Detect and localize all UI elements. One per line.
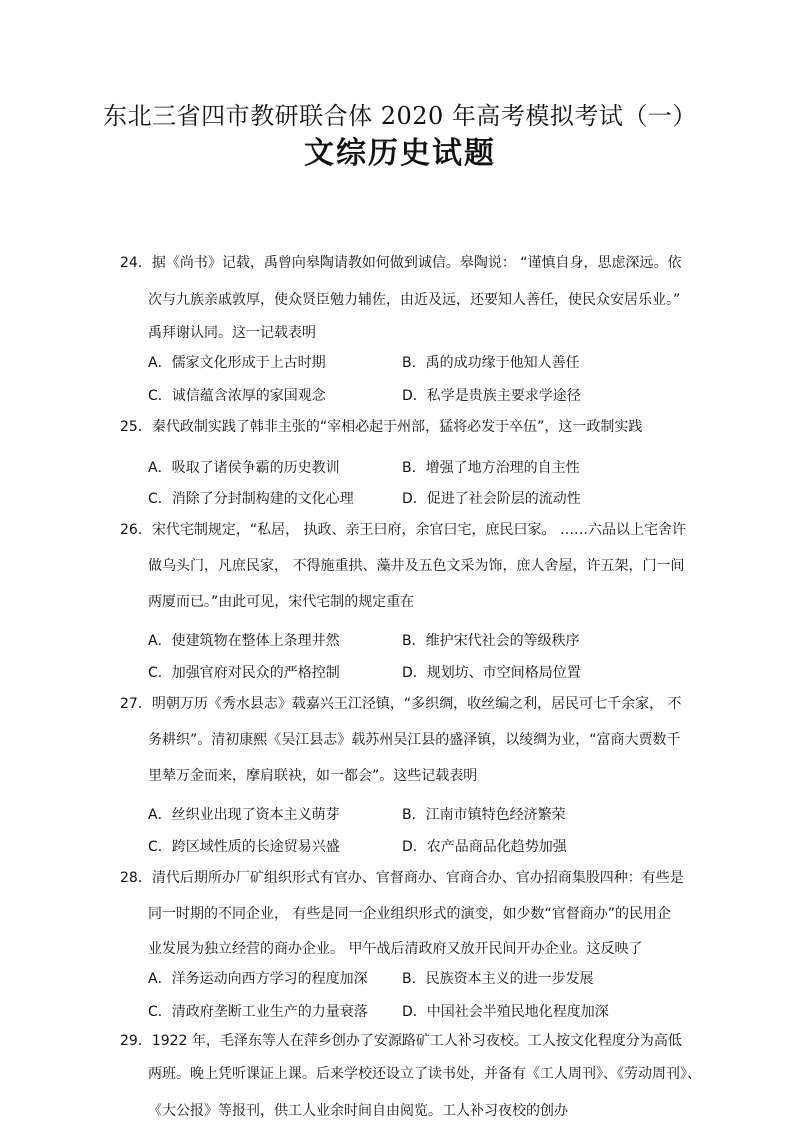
option-a: A．使建筑物在整体上条理井然	[148, 633, 340, 649]
option-c: C．加强官府对民众的严格控制	[148, 665, 340, 681]
question-text-line: 29．1922 年，毛泽东等人在萍乡创办了安源路矿工人补习夜校。工人按文化程度分为高低	[120, 1033, 682, 1049]
option-c: C．消除了分封制构建的文化心理	[148, 491, 354, 507]
option-c: C．诚信蕴含浓厚的家国观念	[148, 388, 326, 404]
question-text-line: 《大公报》等报刊，供工人业余时间自由阅览。工人补习夜校的创办	[148, 1103, 568, 1119]
question-text-line: 27．明朝万历《秀水县志》载嘉兴王江泾镇，“多织绸，收丝编之利，居民可七千余家， 不	[120, 696, 682, 712]
option-d: D．促进了社会阶层的流动性	[402, 491, 581, 507]
option-b: B．维护宋代社会的等级秩序	[402, 633, 580, 649]
option-c: C．跨区域性质的长途贸易兴盛	[148, 839, 340, 855]
question-text-line: 业发展为独立经营的商办企业。 甲午战后清政府又放开民间开办企业。这反映了	[148, 941, 643, 957]
option-a: A．儒家文化形成于上古时期	[148, 355, 326, 371]
option-b: B．民族资本主义的进一步发展	[402, 971, 594, 987]
question-text-line: 24．据《尚书》记载，禹曾向皋陶请教如何做到诚信。皋陶说： “谨慎自身，思虑深远。依	[120, 255, 682, 271]
option-c: C．清政府垄断工业生产的力量衰落	[148, 1004, 368, 1020]
question-text-line: 两厦而已。”由此可见，宋代宅制的规定重在	[148, 594, 415, 610]
option-b: B．禹的成功缘于他知人善任	[402, 355, 580, 371]
option-d: D．中国社会半殖民地化程度加深	[402, 1004, 609, 1020]
exam-subtitle: 文综历史试题	[304, 136, 496, 171]
option-d: D．规划坊、市空间格局位置	[402, 665, 581, 681]
question-text-line: 务耕织”。清初康熙《吴江县志》载苏州吴江县的盛泽镇，以绫绸为业，“富商大贾数千	[148, 732, 681, 748]
option-a: A．洋务运动向西方学习的程度加深	[148, 971, 368, 987]
exam-title: 东北三省四市教研联合体 2020 年高考模拟考试（一）	[103, 102, 697, 130]
question-text-line: 28．清代后期所办厂矿组织形式有官办、官督商办、官商合办、官办招商集股四种：有些是	[120, 870, 684, 886]
option-a: A．吸取了诸侯争霸的历史教训	[148, 460, 340, 476]
question-text-line: 同一时期的不同企业， 有些是同一企业组织形式的演变，如少数“官督商办”的民用企	[148, 906, 671, 922]
question-text-line: 里辇万金而来，摩肩联袂，如一都会”。这些记载表明	[148, 768, 478, 784]
question-text-line: 次与九族亲戚敦厚，使众贤臣勉力辅佐，由近及远，还要知人善任，使民众安居乐业。”	[148, 292, 681, 308]
question-text-line: 25．秦代政制实践了韩非主张的“宰相必起于州部，猛将必发于卒伍”，这一政制实践	[120, 419, 643, 435]
question-text-line: 两班。晚上凭听课证上课。后来学校还设立了读书处，并备有《工人周刊》、《劳动周刊》、	[148, 1066, 701, 1082]
question-text-line: 26．宋代宅制规定，“私居， 执政、亲王曰府，余官曰宅，庶民曰家。 ……六品以上宅舍许	[120, 522, 686, 538]
option-b: B．江南市镇特色经济繁荣	[402, 807, 566, 823]
option-d: D．农产品商品化趋势加强	[402, 839, 567, 855]
question-text-line: 禹拜谢认同。这一记载表明	[148, 325, 316, 341]
option-b: B．增强了地方治理的自主性	[402, 460, 580, 476]
option-d: D．私学是贵族主要求学途径	[402, 388, 581, 404]
question-text-line: 做乌头门，凡庶民家， 不得施重拱、藻井及五色文采为饰，庶人舍屋，许五架，门一间	[148, 558, 685, 574]
option-a: A．丝织业出现了资本主义萌芽	[148, 807, 340, 823]
